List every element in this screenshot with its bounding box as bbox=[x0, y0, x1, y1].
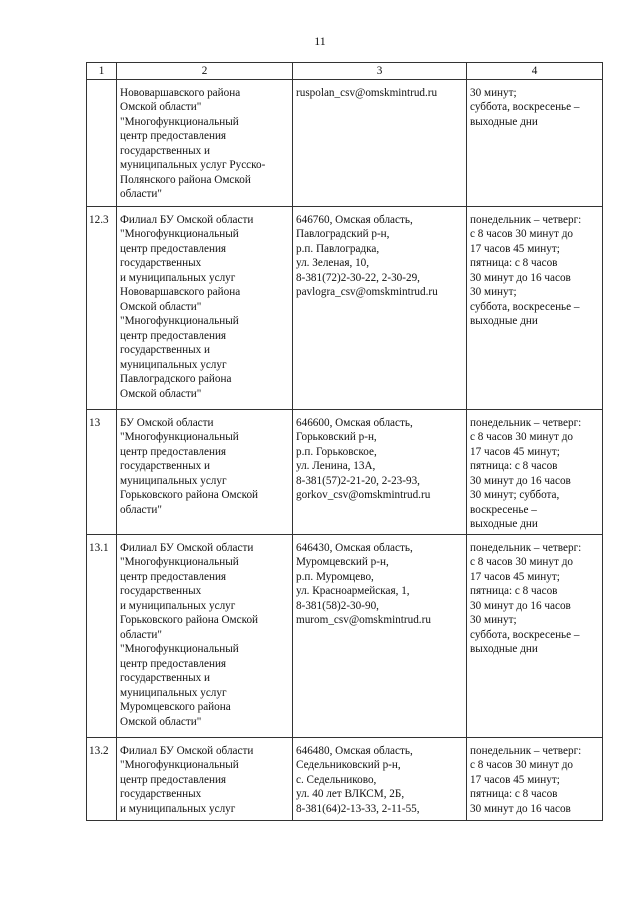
row-number: 12.3 bbox=[87, 206, 117, 409]
working-hours: понедельник – четверг: с 8 часов 30 минут до 17 часов 45 минут; пятница: с 8 часов 30 минут до 16 часов 30 минут; суббота, воскресенье – выходные дни bbox=[467, 534, 603, 737]
column-number-2: 2 bbox=[117, 63, 293, 80]
table-row bbox=[87, 534, 603, 737]
service-centers-table bbox=[86, 62, 603, 821]
contact-info: 646760, Омская область, Павлоградский р-н, р.п. Павлоградка, ул. Зеленая, 10, 8-381(72)2-30-22, 2-30-29, pavlogra_csv@omskmintrud.ru bbox=[293, 206, 467, 409]
table-row bbox=[87, 409, 603, 534]
contact-info: 646430, Омская область, Муромцевский р-н, р.п. Муромцево, ул. Красноармейская, 1, 8-381(58)2-30-90, murom_csv@omskmintrud.ru bbox=[293, 534, 467, 737]
page-number: 11 bbox=[314, 34, 326, 48]
working-hours: понедельник – четверг: с 8 часов 30 минут до 17 часов 45 минут; пятница: с 8 часов 30 минут до 16 часов bbox=[467, 737, 603, 820]
column-number-3: 3 bbox=[293, 63, 467, 80]
table-row bbox=[87, 737, 603, 820]
working-hours: понедельник – четверг: с 8 часов 30 минут до 17 часов 45 минут; пятница: с 8 часов 30 минут до 16 часов 30 минут; суббота, воскресенье – выходные дни bbox=[467, 409, 603, 534]
organization-name: Филиал БУ Омской области "Многофункциональный центр предоставления государственных и муниципальных услуг bbox=[117, 737, 293, 820]
table-row bbox=[87, 206, 603, 409]
table-row bbox=[87, 79, 603, 206]
column-number-4: 4 bbox=[467, 63, 603, 80]
table-header-row bbox=[87, 63, 603, 80]
contact-info: ruspolan_csv@omskmintrud.ru bbox=[293, 79, 467, 206]
row-number: 13.1 bbox=[87, 534, 117, 737]
row-number: 13.2 bbox=[87, 737, 117, 820]
organization-name: Нововаршавского района Омской области" "Многофункциональный центр предоставления государственных и муниципальных услуг Русско- Полянского района Омской области" bbox=[117, 79, 293, 206]
organization-name: БУ Омской области "Многофункциональный центр предоставления государственных и муниципальных услуг Горьковского района Омской области" bbox=[117, 409, 293, 534]
working-hours: 30 минут; суббота, воскресенье – выходные дни bbox=[467, 79, 603, 206]
organization-name: Филиал БУ Омской области "Многофункциональный центр предоставления государственных и муниципальных услуг Нововаршавского района Омской области" "Многофункциональный центр предоставления государственных и муниципальных услуг Павлоградского района Омской области" bbox=[117, 206, 293, 409]
contact-info: 646600, Омская область, Горьковский р-н, р.п. Горьковское, ул. Ленина, 13А, 8-381(57)2-21-20, 2-23-93, gorkov_csv@omskmintrud.ru bbox=[293, 409, 467, 534]
working-hours: понедельник – четверг: с 8 часов 30 минут до 17 часов 45 минут; пятница: с 8 часов 30 минут до 16 часов 30 минут; суббота, воскресенье – выходные дни bbox=[467, 206, 603, 409]
row-number: 13 bbox=[87, 409, 117, 534]
row-number bbox=[87, 79, 117, 206]
contact-info: 646480, Омская область, Седельниковский р-н, с. Седельниково, ул. 40 лет ВЛКСМ, 2Б, 8-381(64)2-13-33, 2-11-55, bbox=[293, 737, 467, 820]
organization-name: Филиал БУ Омской области "Многофункциональный центр предоставления государственных и муниципальных услуг Горьковского района Омской области" "Многофункциональный центр предоставления государственных и муниципальных услуг Муромцевского района Омской области" bbox=[117, 534, 293, 737]
column-number-1: 1 bbox=[87, 63, 117, 80]
